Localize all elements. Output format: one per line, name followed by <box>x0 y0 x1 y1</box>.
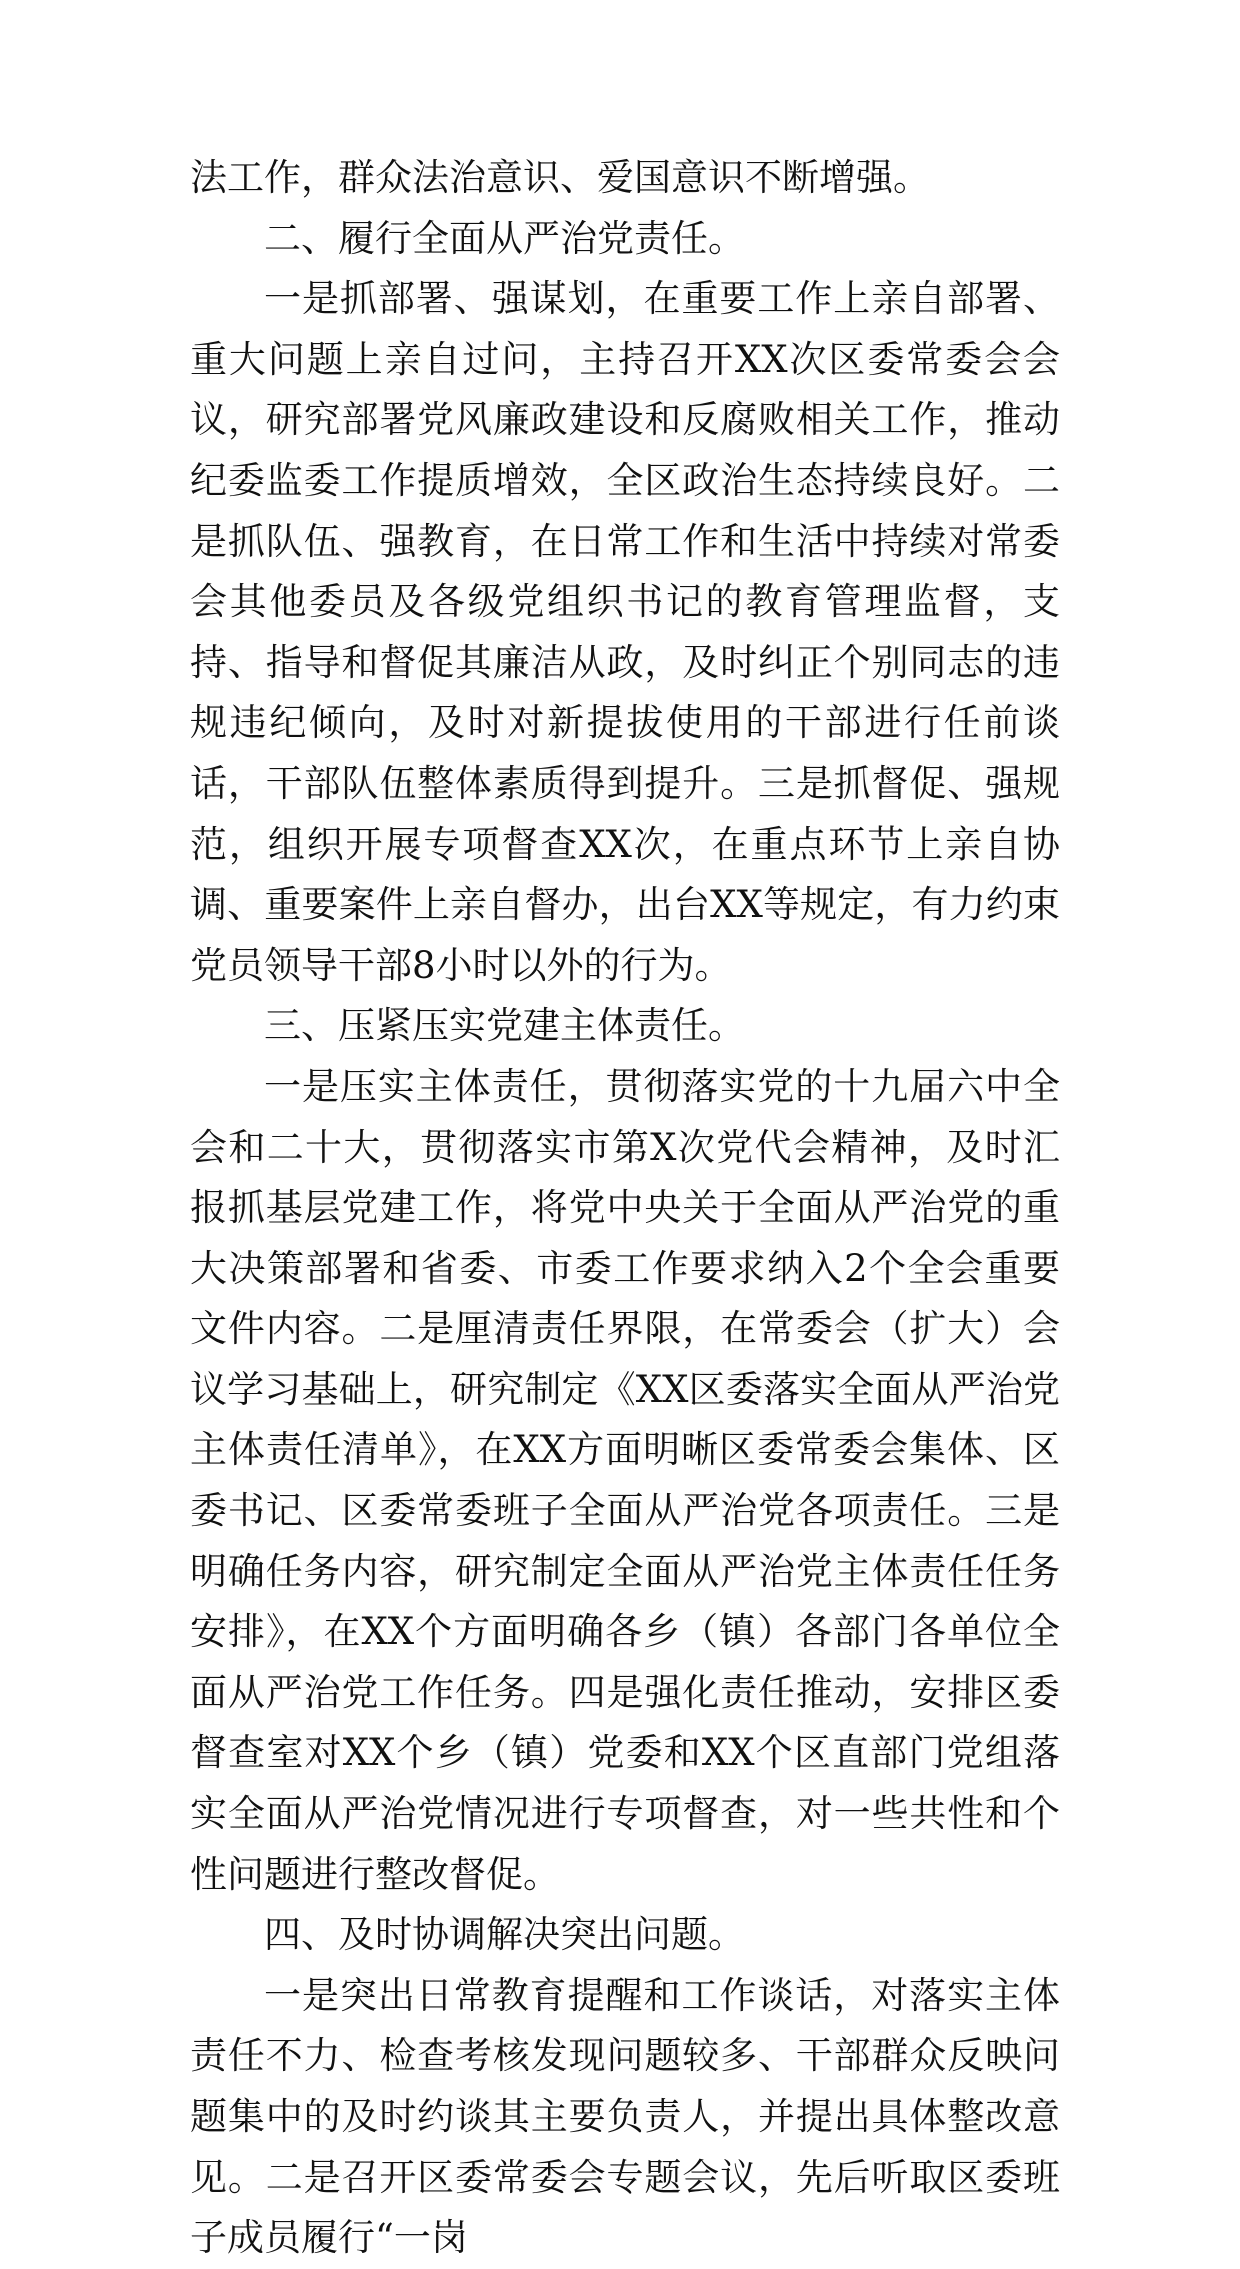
document-page <box>190 148 1060 2269</box>
section-heading-4: 四、及时协调解决突出问题。 <box>264 1913 745 1957</box>
paragraph-continuation: 法工作，群众法治意识、爱国意识不断增强。 <box>190 156 930 199</box>
section-heading-3: 三、压紧压实党建主体责任。 <box>264 1004 745 1048</box>
body-paragraph-3: 一是压实主体责任，贯彻落实党的十九届六中全会和二十大，贯彻落实市第X次党代会精神，及时汇报抓基层党建工作，将党中央关于全面从严治党的重大决策部署和省委、市委工作要求纳入2个全会重要文件内容。二是厘清责任界限，在常委会（扩大）会议学习基础上，研究制定《XX区委落实全面从严治党主体责任清单》，在XX方面明晰区委常委会集体、区委书记、区委常委班子全面从严治党各项责任。三是明确任务内容，研究制定全面从严治党主体责任任务安排》，在XX个方面明确各乡（镇）各部门各单位全面从严治党工作任务。四是强化责任推动，安排区委督查室对XX个乡（镇）党委和XX个区直部门党组落实全面从严治党情况进行专项督查，对一些共性和个性问题进行整改督促。 <box>190 1064 1060 1896</box>
body-paragraph-2: 一是抓部署、强谋划，在重要工作上亲自部署、重大问题上亲自过问，主持召开XX次区委常委会会议，研究部署党风廉政建设和反腐败相关工作，推动纪委监委工作提质增效，全区政治生态持续良好。二是抓队伍、强教育，在日常工作和生活中持续对常委会其他委员及各级党组织书记的教育管理监督，支持、指导和督促其廉洁从政，及时纠正个别同志的违规违纪倾向，及时对新提拔使用的干部进行任前谈话，干部队伍整体素质得到提升。三是抓督促、强规范，组织开展专项督查XX次，在重点环节上亲自协调、重要案件上亲自督办，出台XX等规定，有力约束党员领导干部8小时以外的行为。 <box>190 277 1060 987</box>
section-heading-2: 二、履行全面从严治党责任。 <box>264 216 745 260</box>
body-paragraph-4: 一是突出日常教育提醒和工作谈话，对落实主体责任不力、检查考核发现问题较多、干部群众反映问题集中的及时约谈其主要负责人，并提出具体整改意见。二是召开区委常委会专题会议，先后听取区委班子成员履行“一岗 <box>190 1973 1060 2260</box>
